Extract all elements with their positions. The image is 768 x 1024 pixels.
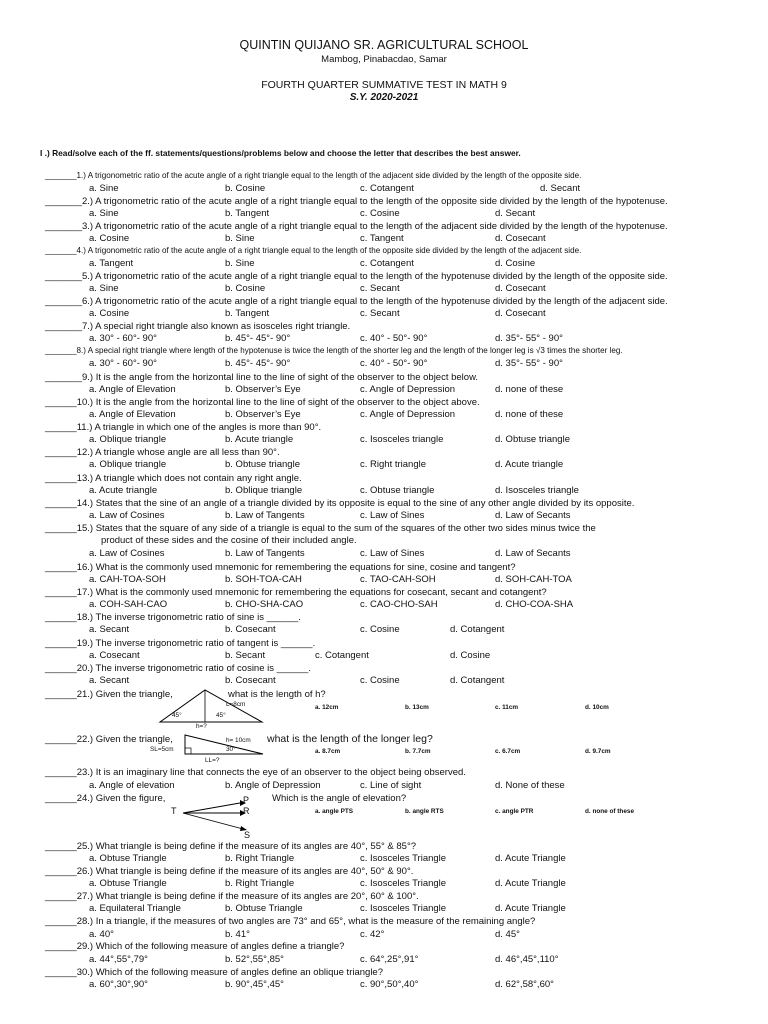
answer-option-d: d. 9.7cm	[585, 748, 611, 755]
q21-angle-left: 45°	[172, 712, 182, 719]
answer-option-a: a. Cosecant	[89, 650, 140, 661]
answer-option-c: c. Isosceles Triangle	[360, 903, 447, 914]
answer-option-d: d. CHO-COA-SHA	[495, 599, 574, 610]
answer-option-d: d. 62°,58°,60°	[495, 979, 554, 990]
question-stem: _______4.) A trigonometric ratio of the acute angle of a right triangle equal to the length of the opposite side divided by the length of the adjacent side.	[45, 246, 582, 255]
answer-option-a: a. Angle of Elevation	[89, 384, 176, 395]
answer-option-a: a. Secant	[89, 624, 130, 635]
question-stem: ______26.) What triangle is being define if the measure of its angles are 40°, 50° & 90°.	[45, 866, 414, 877]
answer-option-b: b. Oblique triangle	[225, 485, 303, 496]
answer-option-c: c. 64°,25°,91°	[360, 954, 419, 965]
q21-height-label: h=?	[196, 723, 207, 730]
question-stem: _______5.) A trigonometric ratio of the acute angle of a right triangle equal to the length of the hypotenuse divided by the length of the opposite side.	[45, 271, 668, 282]
question-stem: ______28.) In a triangle, if the measures of two angles are 73° and 65°, what is the measure of the remaining angle?	[45, 916, 536, 927]
answer-option-b: b. angle RTS	[405, 808, 444, 815]
answer-option-d: d. Isosceles triangle	[495, 485, 579, 496]
school-name: QUINTIN QUIJANO SR. AGRICULTURAL SCHOOL	[239, 38, 529, 52]
answer-option-c: c. 11cm	[495, 704, 519, 711]
answer-option-d: d. 10cm	[585, 704, 609, 711]
answer-option-d: d. Cosecant	[495, 308, 546, 319]
answer-option-c: c. angle PTR	[495, 808, 534, 815]
answer-option-c: c. Angle of Depression	[360, 384, 456, 395]
question-stem: _______7.) A special right triangle also known as isosceles right triangle.	[45, 321, 351, 332]
answer-option-d: d. Acute triangle	[495, 459, 564, 470]
answer-option-b: b. Cosine	[225, 183, 266, 194]
answer-option-a: a. Angle of elevation	[89, 780, 175, 791]
q24-point-p: P	[243, 795, 250, 805]
answer-option-d: d. Acute Triangle	[495, 853, 566, 864]
answer-option-d: d. Acute Triangle	[495, 878, 566, 889]
question-stem: ______14.) States that the sine of an angle of a triangle divided by its opposite is equal to the sine of any other angle divided by its opposite.	[45, 498, 635, 509]
q22-angle-label: 30°	[226, 746, 236, 753]
answer-option-a: a. Tangent	[89, 258, 134, 269]
q22-short-leg-label: SL=5cm	[150, 746, 174, 753]
answer-option-a: a. 44°,55°,79°	[89, 954, 148, 965]
answer-option-b: b. Right Triangle	[225, 878, 295, 889]
answer-option-b: b. 52°,55°,85°	[225, 954, 284, 965]
answer-option-a: a. 12cm	[315, 704, 339, 711]
answer-option-b: b. Cosine	[225, 283, 266, 294]
answer-option-c: c. Secant	[360, 283, 400, 294]
answer-option-d: d. Cosecant	[495, 233, 546, 244]
answer-option-b: b. Law of Tangents	[225, 548, 305, 559]
answer-option-b: b. Tangent	[225, 308, 270, 319]
answer-option-d: d. none of these	[585, 808, 634, 815]
answer-option-d: d. none of these	[495, 384, 564, 395]
answer-option-a: a. Sine	[89, 183, 119, 194]
answer-option-b: b. CHO-SHA-CAO	[225, 599, 304, 610]
answer-option-d: d. Obtuse triangle	[495, 434, 570, 445]
answer-option-a: a. Obtuse Triangle	[89, 853, 167, 864]
question-stem: ______30.) Which of the following measure of angles define an oblique triangle?	[45, 967, 384, 978]
answer-option-a: a. Obtuse Triangle	[89, 878, 167, 889]
answer-option-d: d. Cosecant	[495, 283, 546, 294]
answer-option-c: c. Cotangent	[360, 258, 414, 269]
question-stem: ______23.) It is an imaginary line that connects the eye of an observer to the object being observed.	[45, 767, 466, 778]
answer-option-a: a. Cosine	[89, 233, 130, 244]
answer-option-b: b. Angle of Depression	[225, 780, 321, 791]
answer-option-a: a. Oblique triangle	[89, 459, 167, 470]
answer-option-c: c. Cotangent	[360, 183, 414, 194]
question-stem: ______18.) The inverse trigonometric ratio of sine is ______.	[45, 612, 301, 623]
question-stem: ______29.) Which of the following measure of angles define a triangle?	[45, 941, 345, 952]
answer-option-b: b. Obtuse triangle	[225, 459, 300, 470]
answer-option-c: c. Cotangent	[315, 650, 369, 661]
question-stem: ______13.) A triangle which does not contain any right angle.	[45, 473, 302, 484]
answer-option-c: c. 90°,50°,40°	[360, 979, 419, 990]
answer-option-a: a. 8.7cm	[315, 748, 341, 755]
question-stem: ______15.) States that the square of any side of a triangle is equal to the sum of the squares of the other two sides minus twice the	[45, 523, 596, 534]
question-stem: _______9.) It is the angle from the horizontal line to the line of sight of the observer to the object below.	[45, 372, 479, 383]
answer-option-c: c. 6.7cm	[495, 748, 521, 755]
answer-option-a: a. 30° - 60°- 90°	[89, 333, 157, 344]
question-stem: _______8.) A special right triangle where length of the hypotenuse is twice the length of the shorter leg and the length of the longer leg is √3 times the shorter leg.	[45, 346, 623, 355]
answer-option-d: d. 45°	[495, 929, 520, 940]
answer-option-c: c. Isosceles Triangle	[360, 878, 447, 889]
answer-option-b: b. Acute triangle	[225, 434, 294, 445]
answer-option-c: c. Right triangle	[360, 459, 427, 470]
school-address: Mambog, Pinabacdao, Samar	[321, 54, 447, 65]
answer-option-d: d. Cosine	[450, 650, 491, 661]
answer-option-c: c. Secant	[360, 308, 400, 319]
answer-option-a: a. Equilateral Triangle	[89, 903, 181, 914]
q21-angle-right: 45°	[216, 712, 226, 719]
question-stem: ______12.) A triangle whose angle are all less than 90°.	[45, 447, 280, 458]
answer-option-c: c. Angle of Depression	[360, 409, 456, 420]
answer-option-d: d. Acute Triangle	[495, 903, 566, 914]
answer-option-a: a. Sine	[89, 208, 119, 219]
question-stem: _______1.) A trigonometric ratio of the acute angle of a right triangle equal to the length of the adjacent side divided by the length of the opposite side.	[45, 171, 582, 180]
answer-option-c: c. 40° - 50°- 90°	[360, 333, 428, 344]
answer-option-c: c. Isosceles triangle	[360, 434, 444, 445]
answer-option-a: a. Sine	[89, 283, 119, 294]
question-stem-after-figure: Which is the angle of elevation?	[272, 793, 407, 804]
answer-option-b: b. Right Triangle	[225, 853, 295, 864]
q22-long-leg-label: LL=?	[205, 757, 220, 764]
question-stem: ______11.) A triangle in which one of the angles is more than 90°.	[45, 422, 322, 433]
answer-option-a: a. 40°	[89, 929, 114, 940]
answer-option-b: b. Cosecant	[225, 675, 276, 686]
answer-option-c: c. Isosceles Triangle	[360, 853, 447, 864]
answer-option-b: b. Secant	[225, 650, 266, 661]
q21-leg-label: L=8cm	[226, 701, 246, 708]
answer-option-c: c. CAO-CHO-SAH	[360, 599, 438, 610]
test-title: FOURTH QUARTER SUMMATIVE TEST IN MATH 9	[261, 79, 507, 91]
answer-option-a: a. Acute triangle	[89, 485, 158, 496]
q24-point-t: T	[171, 806, 177, 816]
answer-option-b: b. 7.7cm	[405, 748, 431, 755]
question-stem: _______2.) A trigonometric ratio of the acute angle of a right triangle equal to the length of the opposite side divided by the length of the hypotenuse.	[45, 196, 668, 207]
question-stem: ______19.) The inverse trigonometric ratio of tangent is ______.	[45, 638, 316, 649]
question-stem: ______17.) What is the commonly used mnemonic for remembering the equations for cosecant, secant and cotangent?	[45, 587, 547, 598]
answer-option-b: b. SOH-TOA-CAH	[225, 574, 302, 585]
answer-option-b: b. 45°- 45°- 90°	[225, 358, 291, 369]
answer-option-b: b. Obtuse Triangle	[225, 903, 303, 914]
q24-point-r: R	[243, 806, 250, 816]
answer-option-d: d. Cotangent	[450, 624, 505, 635]
answer-option-c: c. 42°	[360, 929, 385, 940]
answer-option-c: c. Obtuse triangle	[360, 485, 435, 496]
answer-option-b: b. 13cm	[405, 704, 429, 711]
answer-option-d: d. Secant	[540, 183, 581, 194]
question-stem-continuation: product of these sides and the cosine of their included angle.	[101, 535, 357, 546]
question-stem: ______16.) What is the commonly used mnemonic for remembering the equations for sine, cosine and tangent?	[45, 562, 516, 573]
answer-option-a: a. Oblique triangle	[89, 434, 167, 445]
answer-option-c: c. Line of sight	[360, 780, 422, 791]
answer-option-a: a. Angle of Elevation	[89, 409, 176, 420]
answer-option-a: a. Law of Cosines	[89, 510, 165, 521]
q24-point-s: S	[244, 830, 251, 840]
answer-option-b: b. Sine	[225, 233, 255, 244]
answer-option-d: d. Secant	[495, 208, 536, 219]
q22-hyp-label: h= 10cm	[226, 737, 251, 744]
instructions: I .) Read/solve each of the ff. statements/questions/problems below and choose the letter that describes the best answer.	[40, 148, 521, 158]
question-stem: _______6.) A trigonometric ratio of the acute angle of a right triangle equal to the length of the hypotenuse divided by the length of the adjacent side.	[45, 296, 668, 307]
answer-option-c: c. Cosine	[360, 624, 400, 635]
question-stem: ______27.) What triangle is being define if the measure of its angles are 20°, 60° & 100°.	[45, 891, 419, 902]
answer-option-d: d. 46°,45°,110°	[495, 954, 559, 965]
answer-option-d: d. None of these	[495, 780, 565, 791]
answer-option-d: d. Law of Secants	[495, 510, 571, 521]
answer-option-b: b. Cosecant	[225, 624, 276, 635]
answer-option-b: b. Law of Tangents	[225, 510, 305, 521]
question-stem: _______3.) A trigonometric ratio of the acute angle of a right triangle equal to the length of the adjacent side divided by the length of the hypotenuse.	[45, 221, 668, 232]
answer-option-b: b. 90°,45°,45°	[225, 979, 284, 990]
answer-option-d: d. none of these	[495, 409, 564, 420]
question-stem: ______25.) What triangle is being define if the measure of its angles are 40°, 55° & 85°?	[45, 841, 417, 852]
answer-option-d: d. Cosine	[495, 258, 536, 269]
answer-option-c: c. Cosine	[360, 208, 400, 219]
answer-option-c: c. Law of Sines	[360, 548, 425, 559]
answer-option-a: a. 30° - 60°- 90°	[89, 358, 157, 369]
answer-option-a: a. Cosine	[89, 308, 130, 319]
question-stem: ______22.) Given the triangle,	[45, 734, 173, 745]
answer-option-a: a. COH-SAH-CAO	[89, 599, 168, 610]
answer-option-b: b. Observer’s Eye	[225, 384, 301, 395]
answer-option-a: a. angle PTS	[315, 808, 354, 815]
answer-option-c: c. TAO-CAH-SOH	[360, 574, 436, 585]
answer-option-b: b. Observer’s Eye	[225, 409, 301, 420]
answer-option-b: b. Tangent	[225, 208, 270, 219]
answer-option-c: c. Cosine	[360, 675, 400, 686]
answer-option-d: d. 35°- 55° - 90°	[495, 358, 563, 369]
answer-option-a: a. 60°,30°,90°	[89, 979, 148, 990]
answer-option-d: d. Cotangent	[450, 675, 505, 686]
answer-option-b: b. Sine	[225, 258, 255, 269]
answer-option-c: c. Law of Sines	[360, 510, 425, 521]
answer-option-b: b. 45°- 45°- 90°	[225, 333, 291, 344]
school-year: S.Y. 2020-2021	[349, 92, 419, 103]
question-stem: ______24.) Given the figure,	[45, 793, 166, 804]
answer-option-a: a. CAH-TOA-SOH	[89, 574, 166, 585]
answer-option-a: a. Secant	[89, 675, 130, 686]
answer-option-c: c. 40° - 50°- 90°	[360, 358, 428, 369]
answer-option-c: c. Tangent	[360, 233, 404, 244]
answer-option-d: d. 35°- 55° - 90°	[495, 333, 563, 344]
answer-option-d: d. Law of Secants	[495, 548, 571, 559]
question-stem-after-figure: what is the length of the longer leg?	[267, 733, 433, 745]
question-stem: ______21.) Given the triangle,	[45, 689, 173, 700]
answer-option-d: d. SOH-CAH-TOA	[495, 574, 572, 585]
question-stem-after-figure: what is the length of h?	[228, 689, 326, 700]
question-stem: ______20.) The inverse trigonometric ratio of cosine is ______.	[45, 663, 311, 674]
answer-option-a: a. Law of Cosines	[89, 548, 165, 559]
answer-option-b: b. 41°	[225, 929, 250, 940]
question-stem: ______10.) It is the angle from the horizontal line to the line of sight of the observer to the object above.	[45, 397, 480, 408]
